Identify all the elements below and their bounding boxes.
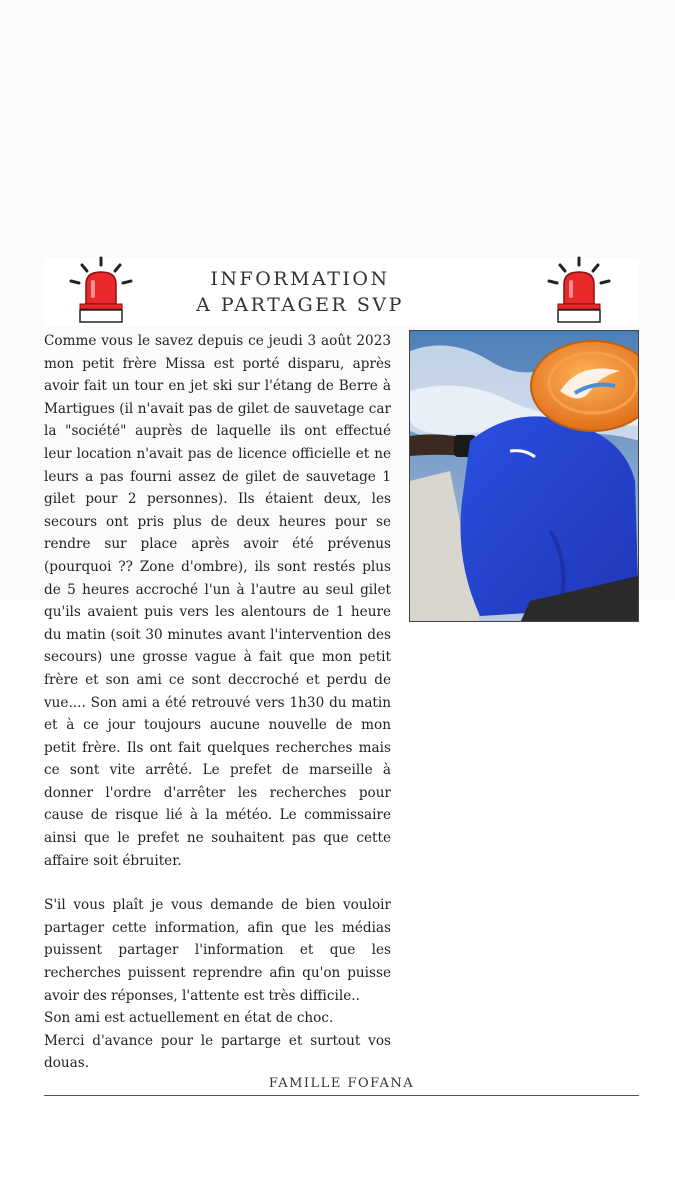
paragraph-2: S'il vous plaît je vous demande de bien vouloir partager cette information, afin que les médias puissent partager l'information et que les recherches puissent reprendre afin qu'on puisse avoir des réponses, l'attente est très difficile.. — [44, 897, 391, 1004]
photo-illustration — [410, 331, 639, 622]
person-on-jetski-photo — [409, 330, 639, 622]
title-line-1: INFORMATION — [210, 268, 390, 290]
paragraph-1: Comme vous le savez depuis ce jeudi 3 août 2023 mon petit frère Missa est porté disparu, après avoir fait un tour en jet ski sur l'étang de Berre à Martigues (il n'avait pas de gilet de sauvetage car la "société" auprès de laquelle ils ont effectué leur location n'avait pas de licence officielle et ne leurs a pas fourni assez de gilet de sauvetage 1 gilet pour 2 personnes). Ils étaient deux, les secours ont pris plus de deux heures pour se rendre sur place après avoir été prévenus (pourquoi ?? Zone d'ombre), ils sont restés plus de 5 heures accroché l'un à l'autre au seul gilet qu'ils avaient puis vers les alentours de 1 heure du matin (soit 30 minutes avant l'intervention des secours) une grosse vague à fait que mon petit frère et son ami ce sont deccroché et perdu de vue.... Son ami a été retrouvé vers 1h30 du matin et à ce jour toujours aucune nouvelle de mon petit frère. Ils ont fait quelques recherches mais ce sont vite arrêté. Le prefet de marseille à donner l'ordre d'arrêter les recherches pour cause de risque lié à la météo. Le commissaire ainsi que le prefet ne souhaitent pas que cette affaire soit ébruiter. — [44, 333, 391, 869]
signature: FAMILLE FOFANA — [268, 1076, 415, 1091]
paragraph-3: Son ami est actuellement en état de choc. — [44, 1010, 334, 1027]
siren-icon — [546, 256, 612, 326]
siren-icon — [68, 256, 134, 326]
body-text — [44, 330, 391, 1075]
paragraph-gap — [44, 872, 391, 894]
page-title — [190, 266, 410, 318]
paragraph-4: Merci d'avance pour le partarge et surtout vos douas. — [44, 1032, 391, 1072]
footer-divider — [44, 1095, 639, 1096]
title-line-2: A PARTAGER SVP — [196, 294, 404, 316]
